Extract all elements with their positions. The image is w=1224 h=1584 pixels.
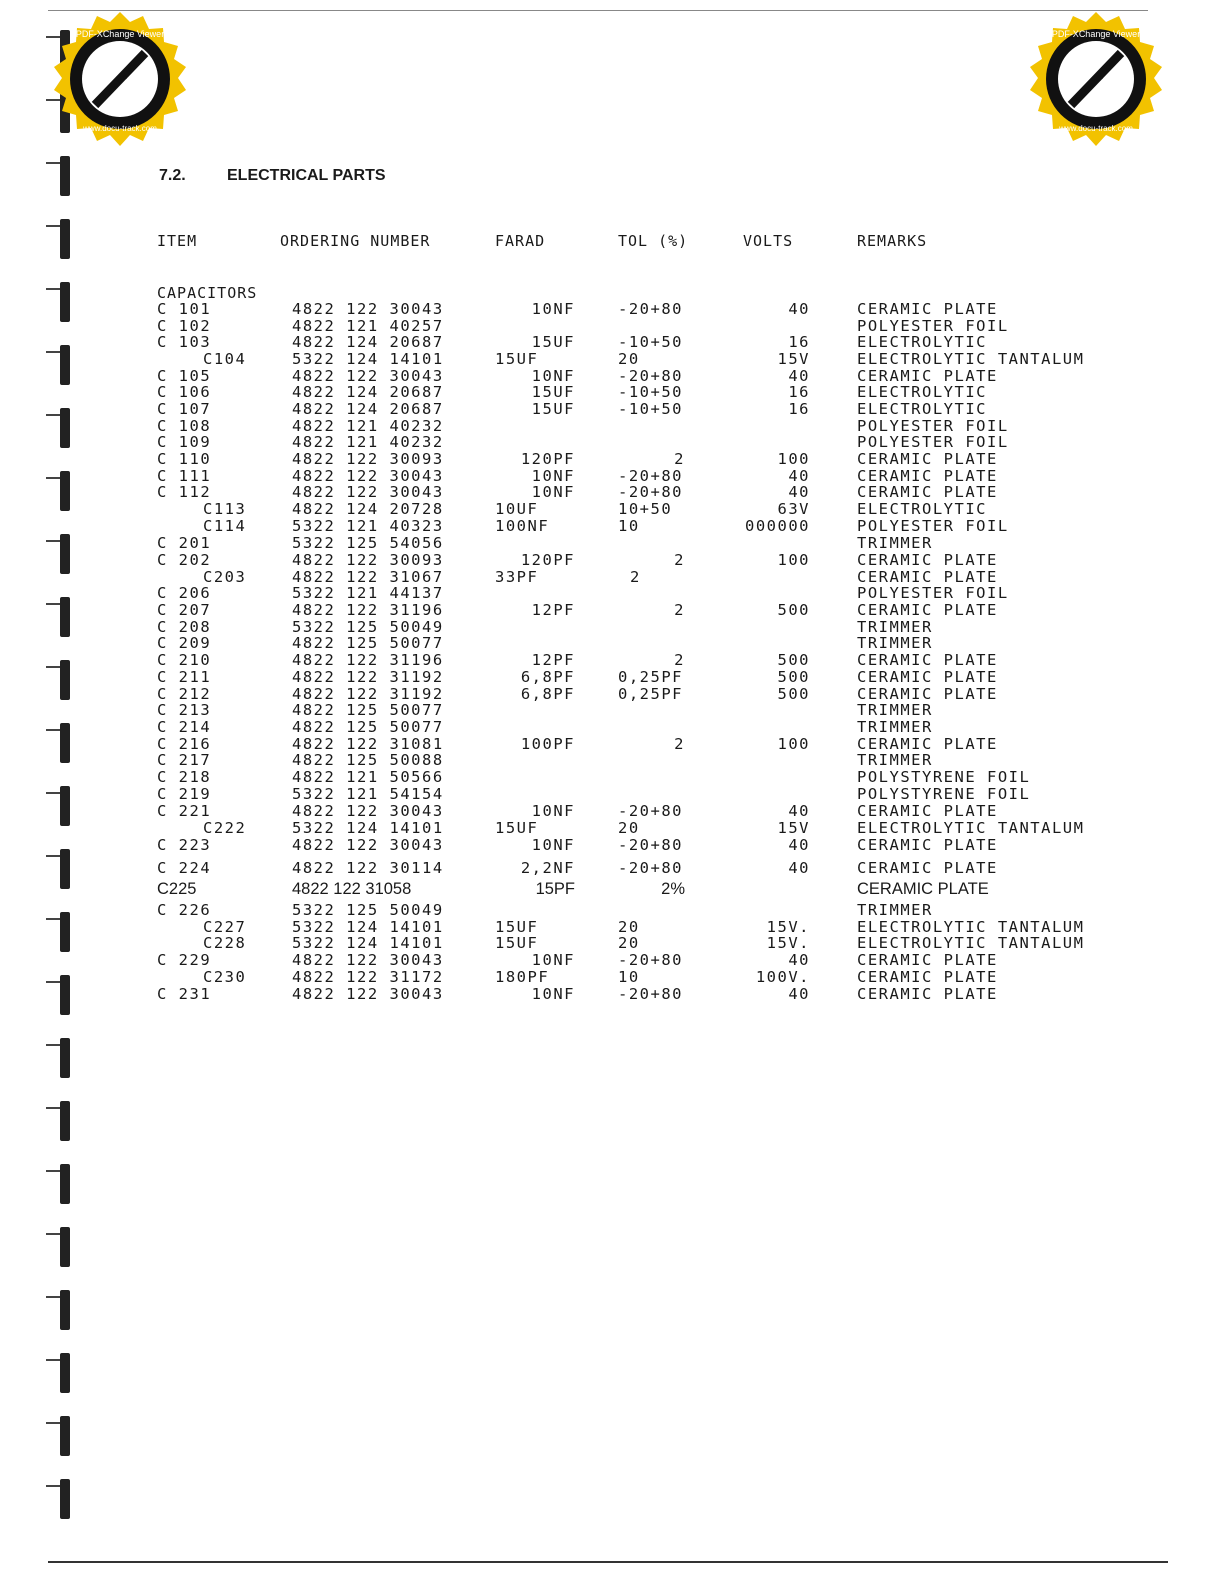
ordering-number-cell: 4822 125 50088 — [292, 751, 444, 769]
remarks-cell: CERAMIC PLATE — [857, 300, 998, 318]
ordering-number-cell: 5322 121 54154 — [292, 785, 444, 803]
volts-cell: 40 — [788, 367, 810, 385]
item-cell: C114 — [203, 517, 247, 535]
volts-cell: 16 — [788, 383, 810, 401]
farad-cell: 10NF — [531, 467, 575, 485]
table-row — [0, 467, 1224, 484]
table-row — [0, 768, 1224, 785]
ordering-number-cell: 5322 125 50049 — [292, 618, 444, 636]
table-row — [0, 568, 1224, 585]
volts-cell: 15V — [777, 350, 810, 368]
remarks-cell: CERAMIC PLATE — [857, 968, 998, 986]
binding-ring — [46, 1101, 72, 1141]
remarks-cell: TRIMMER — [857, 718, 933, 736]
farad-cell: 10NF — [531, 836, 575, 854]
ordering-number-cell: 4822 122 31081 — [292, 735, 444, 753]
remarks-cell: ELECTROLYTIC TANTALUM — [857, 918, 1085, 936]
ordering-number-cell: 4822 122 31196 — [292, 601, 444, 619]
remarks-cell: ELECTROLYTIC — [857, 383, 987, 401]
farad-cell: 10UF — [495, 500, 539, 518]
farad-cell: 100NF — [495, 517, 550, 535]
remarks-cell: CERAMIC PLATE — [857, 568, 998, 586]
ordering-number-cell: 4822 122 31192 — [292, 685, 444, 703]
item-cell: C225 — [157, 880, 197, 898]
item-cell: C113 — [203, 500, 247, 518]
table-row — [0, 651, 1224, 668]
tolerance-cell: -10+50 — [618, 383, 683, 401]
ordering-number-cell: 5322 125 50049 — [292, 901, 444, 919]
table-row — [0, 333, 1224, 350]
farad-cell: 180PF — [495, 968, 550, 986]
remarks-cell: POLYSTYRENE FOIL — [857, 768, 1031, 786]
volts-cell: 500 — [777, 668, 810, 686]
farad-cell: 15UF — [531, 383, 575, 401]
remarks-cell: CERAMIC PLATE — [857, 685, 998, 703]
item-cell: C230 — [203, 968, 247, 986]
remarks-cell: CERAMIC PLATE — [857, 880, 989, 898]
tolerance-cell: 2 — [674, 651, 685, 669]
table-row — [0, 367, 1224, 384]
binding-ring — [46, 1038, 72, 1078]
farad-cell: 120PF — [520, 450, 575, 468]
tolerance-cell: 0,25PF — [618, 685, 683, 703]
remarks-cell: POLYESTER FOIL — [857, 517, 1009, 535]
remarks-cell: ELECTROLYTIC — [857, 500, 987, 518]
item-cell: C 208 — [157, 618, 212, 636]
volts-cell: 15V — [777, 819, 810, 837]
tolerance-cell: 20 — [618, 819, 640, 837]
item-cell: C104 — [203, 350, 247, 368]
tolerance-cell: -20+80 — [618, 859, 683, 877]
table-row — [0, 701, 1224, 718]
ordering-number-cell: 4822 122 30043 — [292, 483, 444, 501]
ordering-number-cell: 4822 121 40232 — [292, 433, 444, 451]
volts-cell: 100 — [777, 450, 810, 468]
ordering-number-cell: 4822 122 31172 — [292, 968, 444, 986]
ordering-number-cell: 5322 124 14101 — [292, 918, 444, 936]
table-row — [0, 934, 1224, 951]
item-cell: C 107 — [157, 400, 212, 418]
farad-cell: 15UF — [531, 400, 575, 418]
table-row — [0, 350, 1224, 367]
farad-cell: 15UF — [495, 350, 539, 368]
top-rule — [48, 10, 1148, 11]
table-row — [0, 985, 1224, 1002]
table-row — [0, 819, 1224, 836]
tolerance-cell: -20+80 — [618, 985, 683, 1003]
table-row — [0, 584, 1224, 601]
volts-cell: 16 — [788, 333, 810, 351]
ordering-number-cell: 4822 122 30043 — [292, 467, 444, 485]
table-row — [0, 618, 1224, 635]
table-row — [0, 918, 1224, 935]
volts-cell: 000000 — [745, 517, 810, 535]
item-cell: C 202 — [157, 551, 212, 569]
binding-ring — [46, 1290, 72, 1330]
ordering-number-cell: 4822 125 50077 — [292, 718, 444, 736]
binding-ring — [46, 219, 72, 259]
ordering-number-cell: 4822 124 20687 — [292, 383, 444, 401]
table-row — [0, 735, 1224, 752]
column-header-remarks: REMARKS — [857, 232, 928, 250]
remarks-cell: ELECTROLYTIC TANTALUM — [857, 934, 1085, 952]
volts-cell: 500 — [777, 651, 810, 669]
table-row — [0, 450, 1224, 467]
ordering-number-cell: 5322 121 40323 — [292, 517, 444, 535]
volts-cell: 40 — [788, 300, 810, 318]
tolerance-cell: 2 — [674, 735, 685, 753]
column-header-ordering-number: ORDERING NUMBER — [280, 232, 431, 250]
ordering-number-cell: 4822 122 31192 — [292, 668, 444, 686]
farad-cell: 2,2NF — [520, 859, 575, 877]
ordering-number-cell: 4822 122 30043 — [292, 951, 444, 969]
item-cell: C 213 — [157, 701, 212, 719]
farad-cell: 10NF — [531, 300, 575, 318]
column-header-tolerance: TOL (%) — [618, 232, 689, 250]
item-cell: C 105 — [157, 367, 212, 385]
remarks-cell: POLYESTER FOIL — [857, 433, 1009, 451]
volts-cell: 100 — [777, 551, 810, 569]
table-row — [0, 417, 1224, 434]
tolerance-cell: 2% — [661, 880, 685, 898]
item-cell: C 109 — [157, 433, 212, 451]
remarks-cell: TRIMMER — [857, 618, 933, 636]
table-row — [0, 668, 1224, 685]
table-row — [0, 551, 1224, 568]
ordering-number-cell: 4822 122 30043 — [292, 802, 444, 820]
remarks-cell: POLYESTER FOIL — [857, 317, 1009, 335]
item-cell: C 102 — [157, 317, 212, 335]
item-cell: C 209 — [157, 634, 212, 652]
table-row — [0, 802, 1224, 819]
farad-cell: 10NF — [531, 802, 575, 820]
farad-cell: 12PF — [531, 651, 575, 669]
tolerance-cell: 10+50 — [618, 500, 673, 518]
item-cell: C203 — [203, 568, 247, 586]
item-cell: C 106 — [157, 383, 212, 401]
item-cell: C 224 — [157, 859, 212, 877]
farad-cell: 10NF — [531, 367, 575, 385]
tolerance-cell: 10 — [618, 968, 640, 986]
ordering-number-cell: 4822 124 20687 — [292, 333, 444, 351]
volts-cell: 100V. — [755, 968, 810, 986]
ordering-number-cell: 4822 122 31196 — [292, 651, 444, 669]
bottom-rule — [48, 1561, 1168, 1563]
remarks-cell: CERAMIC PLATE — [857, 651, 998, 669]
binding-ring — [46, 1164, 72, 1204]
remarks-cell: CERAMIC PLATE — [857, 483, 998, 501]
remarks-cell: CERAMIC PLATE — [857, 951, 998, 969]
tolerance-cell: 20 — [618, 934, 640, 952]
item-cell: C 207 — [157, 601, 212, 619]
volts-cell: 40 — [788, 951, 810, 969]
table-row — [0, 534, 1224, 551]
table-row — [0, 483, 1224, 500]
tolerance-cell: -20+80 — [618, 802, 683, 820]
farad-cell: 15UF — [531, 333, 575, 351]
ordering-number-cell: 4822 122 30093 — [292, 450, 444, 468]
table-row — [0, 500, 1224, 517]
remarks-cell: ELECTROLYTIC — [857, 400, 987, 418]
remarks-cell: CERAMIC PLATE — [857, 668, 998, 686]
volts-cell: 40 — [788, 483, 810, 501]
table-row — [0, 383, 1224, 400]
remarks-cell: CERAMIC PLATE — [857, 802, 998, 820]
ordering-number-cell: 4822 122 30043 — [292, 836, 444, 854]
remarks-cell: CERAMIC PLATE — [857, 985, 998, 1003]
tolerance-cell: -20+80 — [618, 483, 683, 501]
item-cell: C 231 — [157, 985, 212, 1003]
volts-cell: 40 — [788, 836, 810, 854]
item-cell: C 201 — [157, 534, 212, 552]
farad-cell: 100PF — [520, 735, 575, 753]
remarks-cell: CERAMIC PLATE — [857, 467, 998, 485]
tolerance-cell: -20+80 — [618, 367, 683, 385]
table-row — [0, 601, 1224, 618]
farad-cell: 15UF — [495, 934, 539, 952]
ordering-number-cell: 4822 124 20687 — [292, 400, 444, 418]
table-row — [0, 718, 1224, 735]
volts-cell: 16 — [788, 400, 810, 418]
column-header-item: ITEM — [157, 232, 198, 250]
item-cell: C 111 — [157, 467, 212, 485]
table-row — [0, 634, 1224, 651]
stamp-site: www.docu-track.com — [83, 124, 157, 133]
volts-cell: 63V — [777, 500, 810, 518]
table-row — [0, 685, 1224, 702]
ordering-number-cell: 5322 125 54056 — [292, 534, 444, 552]
remarks-cell: CERAMIC PLATE — [857, 601, 998, 619]
item-cell: C 214 — [157, 718, 212, 736]
item-cell: C 210 — [157, 651, 212, 669]
ordering-number-cell: 4822 122 31058 — [292, 880, 412, 898]
item-cell: C 229 — [157, 951, 212, 969]
tolerance-cell: -20+80 — [618, 951, 683, 969]
item-cell: C 108 — [157, 417, 212, 435]
binding-ring — [46, 1353, 72, 1393]
item-cell: C 101 — [157, 300, 212, 318]
remarks-cell: TRIMMER — [857, 534, 933, 552]
item-cell: C222 — [203, 819, 247, 837]
remarks-cell: CERAMIC PLATE — [857, 450, 998, 468]
remarks-cell: ELECTROLYTIC — [857, 333, 987, 351]
volts-cell: 40 — [788, 802, 810, 820]
remarks-cell: CERAMIC PLATE — [857, 836, 998, 854]
farad-cell: 10NF — [531, 951, 575, 969]
table-row — [0, 317, 1224, 334]
tolerance-cell: 2 — [630, 568, 641, 586]
remarks-cell: TRIMMER — [857, 701, 933, 719]
farad-cell: 33PF — [495, 568, 539, 586]
item-cell: C227 — [203, 918, 247, 936]
farad-cell: 10NF — [531, 985, 575, 1003]
table-row — [0, 785, 1224, 802]
table-row — [0, 751, 1224, 768]
tolerance-cell: 20 — [618, 350, 640, 368]
remarks-cell: CERAMIC PLATE — [857, 551, 998, 569]
item-cell: C 103 — [157, 333, 212, 351]
ordering-number-cell: 4822 125 50077 — [292, 701, 444, 719]
volts-cell: 500 — [777, 685, 810, 703]
table-row — [0, 968, 1224, 985]
item-cell: C 212 — [157, 685, 212, 703]
ordering-number-cell: 5322 124 14101 — [292, 819, 444, 837]
volts-cell: 100 — [777, 735, 810, 753]
table-row — [0, 836, 1224, 853]
volts-cell: 40 — [788, 859, 810, 877]
tolerance-cell: -10+50 — [618, 400, 683, 418]
tolerance-cell: -20+80 — [618, 467, 683, 485]
item-cell: C 211 — [157, 668, 212, 686]
ordering-number-cell: 4822 122 30043 — [292, 367, 444, 385]
remarks-cell: CERAMIC PLATE — [857, 735, 998, 753]
item-cell: C 223 — [157, 836, 212, 854]
remarks-cell: TRIMMER — [857, 901, 933, 919]
column-header-farad: FARAD — [495, 232, 546, 250]
remarks-cell: CERAMIC PLATE — [857, 367, 998, 385]
volts-cell: 40 — [788, 985, 810, 1003]
pdf-xchange-stamp-left[interactable] — [50, 10, 190, 150]
ordering-number-cell: 4822 121 40232 — [292, 417, 444, 435]
remarks-cell: TRIMMER — [857, 751, 933, 769]
remarks-cell: POLYESTER FOIL — [857, 417, 1009, 435]
tolerance-cell: 2 — [674, 601, 685, 619]
farad-cell: 12PF — [531, 601, 575, 619]
item-cell: C 216 — [157, 735, 212, 753]
item-cell: C 206 — [157, 584, 212, 602]
item-cell: C 217 — [157, 751, 212, 769]
remarks-cell: CERAMIC PLATE — [857, 859, 998, 877]
table-row — [0, 517, 1224, 534]
table-row — [0, 400, 1224, 417]
table-row — [0, 951, 1224, 968]
section-title: ELECTRICAL PARTS — [227, 167, 386, 184]
stamp-brand: PDF-XChange Viewer — [1051, 29, 1141, 39]
remarks-cell: TRIMMER — [857, 634, 933, 652]
ordering-number-cell: 5322 121 44137 — [292, 584, 444, 602]
tolerance-cell: 10 — [618, 517, 640, 535]
farad-cell: 15UF — [495, 918, 539, 936]
ordering-number-cell: 5322 124 14101 — [292, 350, 444, 368]
farad-cell: 15PF — [535, 880, 575, 898]
tolerance-cell: 0,25PF — [618, 668, 683, 686]
tolerance-cell: -20+80 — [618, 836, 683, 854]
column-header-volts: VOLTS — [743, 232, 794, 250]
remarks-cell: ELECTROLYTIC TANTALUM — [857, 350, 1085, 368]
table-row — [0, 880, 1224, 897]
farad-cell: 6,8PF — [520, 668, 575, 686]
farad-cell: 15UF — [495, 819, 539, 837]
binding-ring — [46, 1416, 72, 1456]
table-row — [0, 433, 1224, 450]
tolerance-cell: 2 — [674, 450, 685, 468]
item-cell: C 226 — [157, 901, 212, 919]
ordering-number-cell: 4822 125 50077 — [292, 634, 444, 652]
tolerance-cell: 20 — [618, 918, 640, 936]
tolerance-cell: -10+50 — [618, 333, 683, 351]
volts-cell: 40 — [788, 467, 810, 485]
pdf-xchange-stamp-right[interactable] — [1026, 10, 1166, 150]
item-cell: C 112 — [157, 483, 212, 501]
item-cell: C 219 — [157, 785, 212, 803]
ordering-number-cell: 4822 124 20728 — [292, 500, 444, 518]
stamp-brand: PDF-XChange Viewer — [75, 29, 165, 39]
remarks-cell: POLYSTYRENE FOIL — [857, 785, 1031, 803]
item-cell: C228 — [203, 934, 247, 952]
volts-cell: 15V. — [766, 934, 810, 952]
volts-cell: 15V. — [766, 918, 810, 936]
section-heading — [159, 167, 386, 185]
tolerance-cell: -20+80 — [618, 300, 683, 318]
ordering-number-cell: 4822 122 30043 — [292, 300, 444, 318]
tolerance-cell: 2 — [674, 551, 685, 569]
item-cell: C 110 — [157, 450, 212, 468]
ordering-number-cell: 5322 124 14101 — [292, 934, 444, 952]
item-cell: C 218 — [157, 768, 212, 786]
stamp-action: Click to buy NOW! — [98, 57, 144, 103]
binding-ring — [46, 1479, 72, 1519]
ordering-number-cell: 4822 122 30043 — [292, 985, 444, 1003]
section-number: 7.2. — [159, 167, 186, 184]
ordering-number-cell: 4822 122 30093 — [292, 551, 444, 569]
table-row — [0, 901, 1224, 918]
binding-ring — [46, 156, 72, 196]
ordering-number-cell: 4822 121 50566 — [292, 768, 444, 786]
farad-cell: 10NF — [531, 483, 575, 501]
binding-ring — [46, 1227, 72, 1267]
volts-cell: 500 — [777, 601, 810, 619]
table-row — [0, 859, 1224, 876]
group-label: CAPACITORS — [157, 284, 258, 302]
ordering-number-cell: 4822 122 31067 — [292, 568, 444, 586]
ordering-number-cell: 4822 122 30114 — [292, 859, 444, 877]
farad-cell: 6,8PF — [520, 685, 575, 703]
ordering-number-cell: 4822 121 40257 — [292, 317, 444, 335]
item-cell: C 221 — [157, 802, 212, 820]
table-row — [0, 300, 1224, 317]
farad-cell: 120PF — [520, 551, 575, 569]
stamp-action: Click to buy NOW! — [1074, 57, 1120, 103]
remarks-cell: ELECTROLYTIC TANTALUM — [857, 819, 1085, 837]
remarks-cell: POLYESTER FOIL — [857, 584, 1009, 602]
stamp-site: www.docu-track.com — [1059, 124, 1133, 133]
